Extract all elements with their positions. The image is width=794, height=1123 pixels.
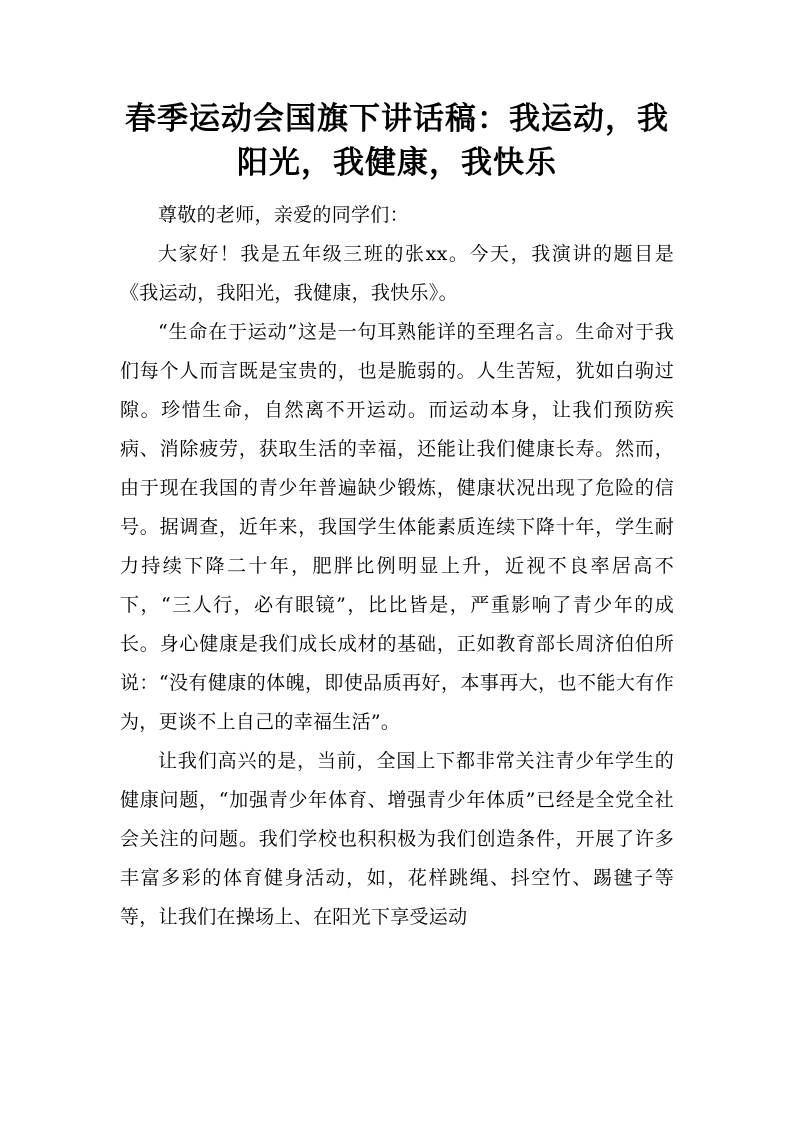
paragraph-life-in-motion: “生命在于运动”这是一句耳熟能详的至理名言。生命对于我们每个人而言既是宝贵的，也是脆弱的。人生苦短，犹如白驹过隙。珍惜生命，自然离不开运动。而运动本身，让我们预防疾病、消除疲劳，获取生活的幸福，还能让我们健康长寿。然而，由于现在我国的青少年普遍缺少锻炼，健康状况出现了危险的信号。据调查，近年来，我国学生体能素质连续下降十年，学生耐力持续下降二十年，肥胖比例明显上升，近视不良率居高不下，“三人行，必有眼镜”，比比皆是，严重影响了青少年的成长。身心健康是我们成长成材的基础，正如教育部长周济伯伯所说：“没有健康的体魄，即使品质再好，本事再大，也不能大有作为，更谈不上自己的幸福生活”。 [120,321,674,733]
document-body [120,196,674,937]
paragraph-greeting: 大家好！我是五年级三班的张xx。今天，我演讲的题目是《我运动，我阳光，我健康，我快乐》。 [120,243,674,304]
paragraph-salutation: 尊敬的老师，亲爱的同学们： [158,204,409,226]
document-title: 春季运动会国旗下讲话稿：我运动，我阳光，我健康，我快乐 [125,101,669,181]
paragraph-school-activities: 让我们高兴的是，当前，全国上下都非常关注青少年学生的健康问题，“加强青少年体育、增强青少年体质”已经是全党全社会关注的问题。我们学校也积积极为我们创造条件，开展了许多丰富多彩的体育健身活动，如，花样跳绳、抖空竹、踢毽子等等，让我们在操场上、在阳光下享受运动 [120,750,674,928]
